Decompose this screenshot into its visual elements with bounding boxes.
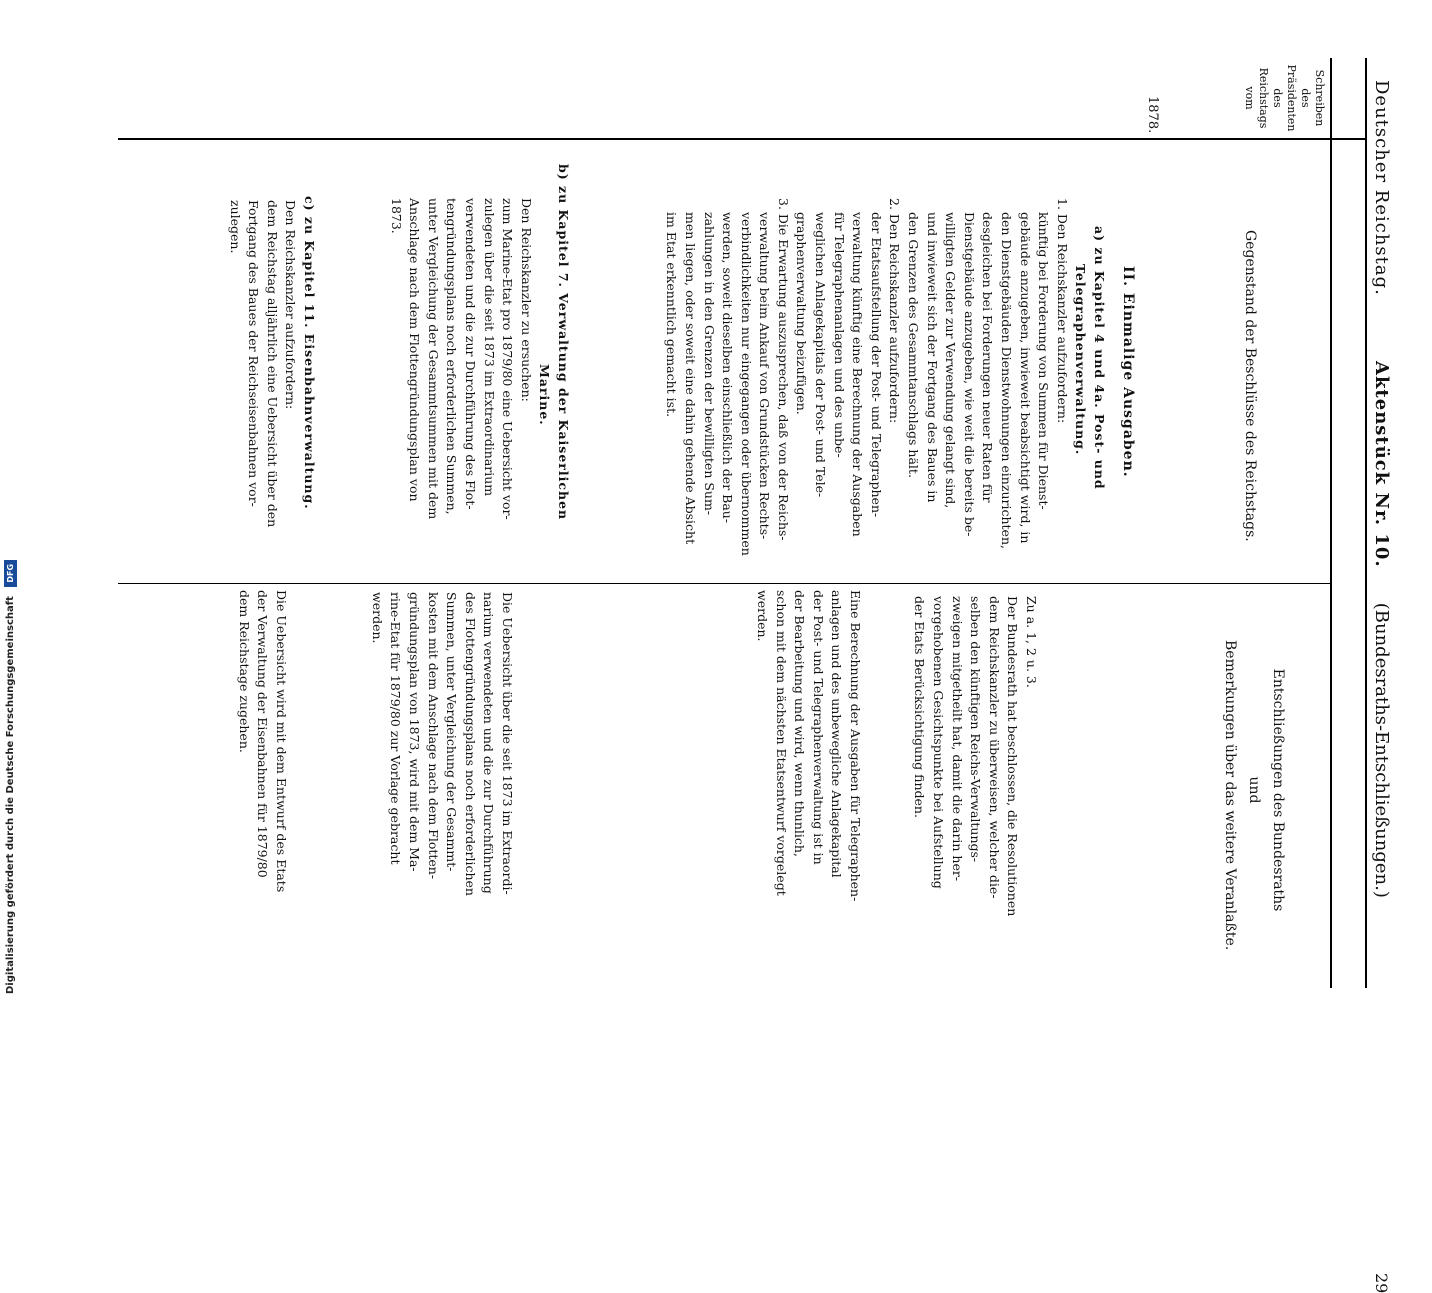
text-line: Summen, unter Vergleichung der Gesammt-: [444, 592, 460, 872]
text-line: der Bearbeitung und wird, wenn thunlich,: [792, 590, 808, 857]
text-line: des Flottengründungsplans noch erforderlichen: [462, 592, 478, 896]
text-line: Der Bundesrath hat beschlossen, die Resolutionen: [1005, 596, 1021, 917]
text-line: vorgehobenen Gesichtspunkte bei Aufstellung: [931, 596, 947, 889]
left-header-line: Reichstags: [1257, 67, 1270, 129]
page-number: 29: [1372, 1272, 1391, 1293]
footer-digitization: [4, 560, 17, 994]
text-line: werden, soweit dieselben einschließlich der Bau-: [720, 212, 736, 524]
text-line: für Telegraphenanlagen und des unbe-: [831, 212, 847, 458]
rule-header-left: [1330, 138, 1365, 140]
dfg-logo: [4, 560, 17, 587]
text-line: Den Reichskanzler zu ersuchen:: [518, 198, 534, 402]
rule-middle-column: [118, 583, 1332, 584]
text-line: c) zu Kapitel 11. Eisenbahnverwaltung.: [302, 196, 317, 510]
header-aktenstueck: Aktenstück Nr. 10.: [1371, 360, 1392, 568]
text-line: verwaltung künftig eine Berechnung der Ausgaben: [850, 212, 866, 537]
right-column-header: [1218, 640, 1290, 951]
text-line: men liegen, oder soweit eine dahin gehende Absicht: [682, 212, 698, 545]
text-line: Eine Berechnung der Ausgaben für Telegraphen-: [848, 590, 863, 902]
text-line: dem Reichskanzler zu überweisen, welcher die-: [986, 596, 1002, 899]
text-line: zahlungen in den Grenzen der bewilligten Sum-: [701, 212, 717, 516]
rule-header-bottom: [1330, 58, 1332, 988]
text-line: werden.: [369, 592, 385, 644]
text-line: schon mit dem nächsten Etatsentwurf vorgelegt: [773, 590, 789, 896]
left-header-line: des: [1299, 88, 1312, 108]
middle-part-b: [386, 164, 572, 520]
text-line: den Dienstgebäuden Dienstwohnungen einzurichten,: [999, 212, 1015, 549]
text-line: Den Reichskanzler aufzufordern:: [283, 200, 299, 410]
left-header-line: des: [1271, 88, 1284, 108]
text-line: narium verwendeten und die zur Durchführung: [481, 592, 497, 894]
right-block-3: [367, 592, 516, 896]
header-title: Deutscher Reichstag.: [1371, 80, 1392, 296]
middle-part-c: [225, 196, 318, 527]
left-header-line: Schreiben: [1313, 69, 1326, 127]
text-line: 3. Die Erwartung auszusprechen, daß von der Reichs-: [775, 198, 791, 541]
text-line: a) zu Kapitel 4 und 4a. Post- und: [1092, 226, 1107, 490]
footer-text: Digitalisierung gefördert durch die Deutsche Forschungsgemeinschaft: [5, 596, 16, 994]
left-column-year: 1878.: [1145, 96, 1160, 134]
left-header-line: vom: [1243, 86, 1256, 110]
rule-top: [1365, 58, 1367, 988]
dfg-logo-text: DFG: [6, 563, 15, 583]
left-header-line: Präsidenten: [1285, 64, 1298, 132]
text-line: den Grenzen des Gesammtanschlags hält.: [906, 212, 922, 478]
text-line: und inwieweit sich der Fortgang des Baues in: [924, 212, 940, 503]
text-line: kosten mit dem Anschlage nach dem Flotten-: [425, 592, 441, 880]
text-line: 2. Den Reichskanzler aufzufordern:: [887, 198, 903, 424]
text-line: tengründungsplans noch erforderlichen Summen,: [444, 198, 460, 515]
text-line: im Etat erkenntlich gemacht ist.: [664, 212, 680, 418]
text-line: unter Vergleichung der Gesammtsummen mit dem: [425, 198, 441, 520]
text-line: verbindlichkeiten nur eingegangen oder übernommen: [738, 212, 754, 556]
text-line: verwaltung beim Ankauf von Grundstücken Rechts-: [757, 212, 773, 540]
text-line: werden.: [755, 590, 771, 642]
text-line: Marine.: [537, 364, 553, 426]
text-line: der Etats Berücksichtigung finden.: [912, 596, 928, 818]
text-line: der Verwaltung der Eisenbahnen für 1879/80: [255, 590, 271, 878]
text-line: der Post- und Telegraphenverwaltung ist in: [810, 590, 826, 865]
text-line: verwendeten und die zur Durchführung des Flot-: [463, 198, 479, 510]
text-line: anlagen und des unbewegliche Anlagekapital: [829, 590, 845, 878]
text-line: zulegen.: [227, 200, 243, 254]
text-line: Die Uebersicht über die seit 1873 im Extraordi-: [500, 592, 515, 895]
text-line: Zu a. 1, 2 u. 3.: [1024, 596, 1039, 688]
text-line: graphenverwaltung beizufügen.: [794, 212, 810, 415]
right-block-2: [752, 590, 864, 901]
middle-part-a: [662, 198, 1108, 556]
text-line: willigten Gelder zur Verwendung gelangt sind,: [943, 212, 959, 509]
rule-left-column: [118, 138, 1332, 140]
text-line: dem Reichstag alljährlich eine Uebersicht über den: [264, 200, 280, 528]
section-title: II. Einmalige Ausgaben.: [1120, 266, 1136, 478]
right-header-line: Bemerkungen über das weitere Veranlaßte.: [1222, 640, 1238, 951]
text-line: künftig bei Forderung von Summen für Dienst-: [1036, 212, 1052, 510]
right-block-1: [910, 596, 1040, 916]
text-line: 1. Den Reichskanzler aufzufordern:: [1054, 198, 1070, 424]
text-line: gebäude anzugeben, inwieweit beabsichtigt wird, in: [1017, 212, 1033, 544]
text-line: selben den künftigen Reichs-Verwaltungs-: [968, 596, 984, 863]
text-line: Anschlage nach dem Flottengründungsplan von: [407, 198, 423, 502]
text-line: Dienstgebäude anzugeben, wie weit die bereits be-: [961, 212, 977, 537]
right-block-4: [234, 590, 290, 892]
text-line: b) zu Kapitel 7. Verwaltung der Kaiserlichen: [556, 164, 571, 521]
right-header-line: und: [1246, 776, 1262, 804]
header-subtitle: (Bundesraths-Entschließungen.): [1371, 602, 1392, 898]
text-line: Telegraphenverwaltung.: [1073, 264, 1089, 456]
text-line: desgleichen bei Forderungen neuer Raten für: [980, 212, 996, 503]
text-line: rine-Etat für 1879/80 zur Vorlage gebracht: [388, 592, 404, 865]
text-line: gründungsplan von 1873, wird mit dem Ma-: [407, 592, 423, 872]
right-header-line: Entschließungen des Bundesraths: [1270, 668, 1286, 912]
text-line: 1873.: [388, 198, 404, 234]
text-line: zum Marine-Etat pro 1879/80 eine Uebersicht vor-: [500, 198, 516, 520]
left-column-header: [1242, 60, 1326, 136]
text-line: Die Uebersicht wird mit dem Entwurf des Etats: [274, 590, 289, 893]
text-line: weglichen Anlagekapitals der Post- und Tele-: [813, 212, 829, 498]
text-line: zulegen über die seit 1873 im Extraordinarium: [481, 198, 497, 497]
text-line: der Etatsaufstellung der Post- und Telegraphen-: [868, 212, 884, 518]
text-line: Fortgang des Baues der Reichseisenbahnen vor-: [246, 200, 262, 507]
middle-column-header: Gegenstand der Beschlüsse des Reichstags.: [1242, 230, 1258, 542]
document-header: [1371, 80, 1392, 1293]
text-line: zweigen mitgetheilt hat, damit die darin her-: [949, 596, 965, 882]
text-line: dem Reichstage zugehen.: [236, 590, 252, 753]
